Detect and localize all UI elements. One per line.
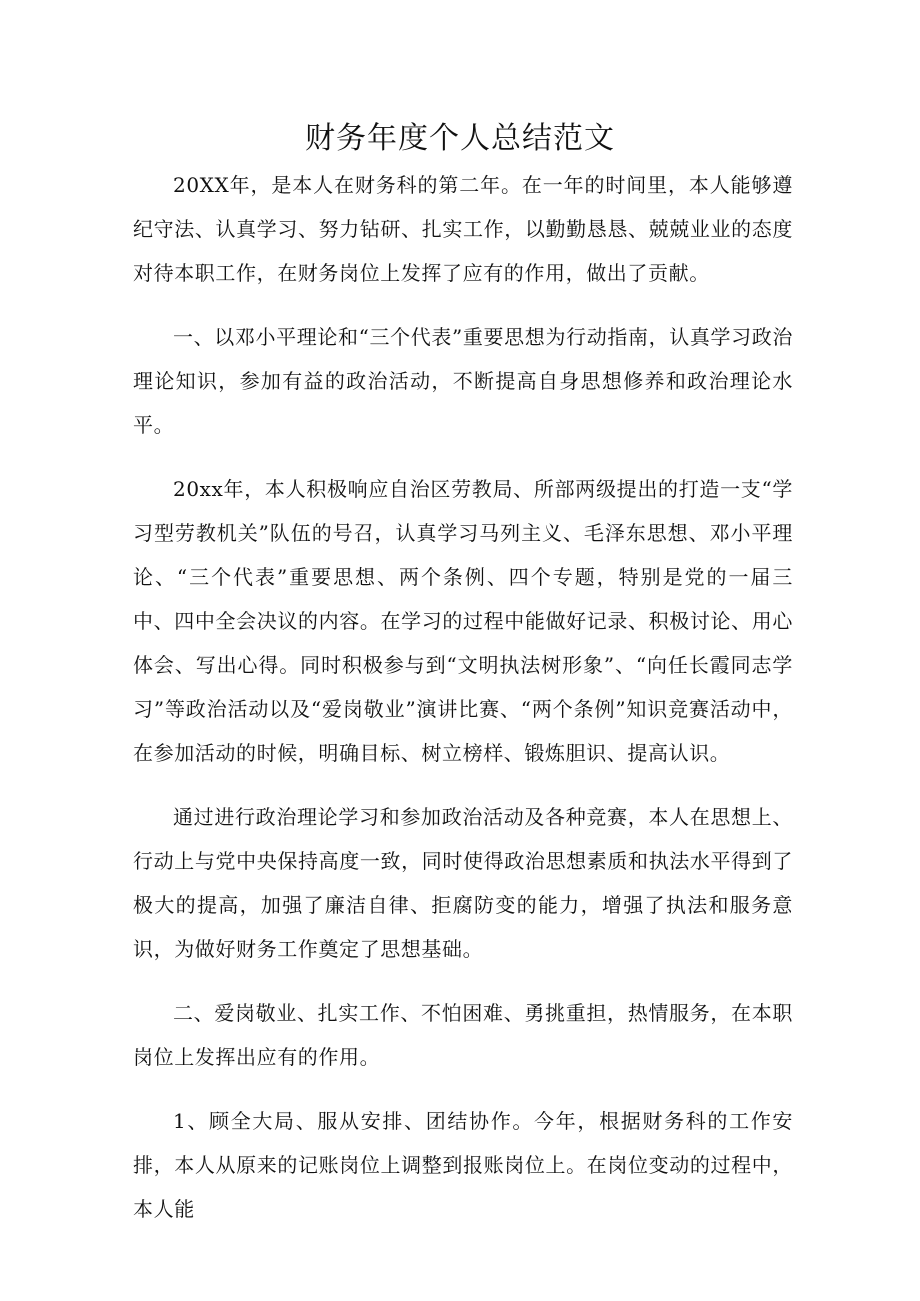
document-body (133, 163, 793, 1251)
paragraph-section-one-heading: 一、以邓小平理论和“三个代表”重要思想为行动指南，认真学习政治理论知识，参加有益的政治活动，不断提高自身思想修养和政治理论水平。 (133, 325, 793, 437)
paragraph-section-two-heading: 二、爱岗敬业、扎实工作、不怕困难、勇挑重担，热情服务，在本职岗位上发挥出应有的作用。 (133, 1001, 793, 1069)
paragraph-study-results: 通过进行政治理论学习和参加政治活动及各种竞赛，本人在思想上、行动上与党中央保持高度一致，同时使得政治思想素质和执法水平得到了极大的提高，加强了廉洁自律、拒腐防变的能力，增强了执法和服务意识，为做好财务工作奠定了思想基础。 (133, 805, 793, 961)
paragraph-item-one: 1、顾全大局、服从安排、团结协作。今年，根据财务科的工作安排，本人从原来的记账岗位上调整到报账岗位上。在岗位变动的过程中，本人能 (133, 1109, 793, 1221)
paragraph-study-activities: 20xx年，本人积极响应自治区劳教局、所部两级提出的打造一支“学习型劳教机关”队伍的号召，认真学习马列主义、毛泽东思想、邓小平理论、“三个代表”重要思想、两个条例、四个专题，特别是党的一届三中、四中全会决议的内容。在学习的过程中能做好记录、积极讨论、用心体会、写出心得。同时积极参与到“文明执法树形象”、“向任长霞同志学习”等政治活动以及“爱岗敬业”演讲比赛、“两个条例”知识竞赛活动中，在参加活动的时候，明确目标、树立榜样、锻炼胆识、提高认识。 (133, 477, 793, 765)
document-title: 财务年度个人总结范文 (305, 121, 615, 156)
paragraph-intro: 20XX年，是本人在财务科的第二年。在一年的时间里，本人能够遵纪守法、认真学习、努力钻研、扎实工作，以勤勤恳恳、兢兢业业的态度对待本职工作，在财务岗位上发挥了应有的作用，做出了贡献。 (133, 173, 793, 285)
